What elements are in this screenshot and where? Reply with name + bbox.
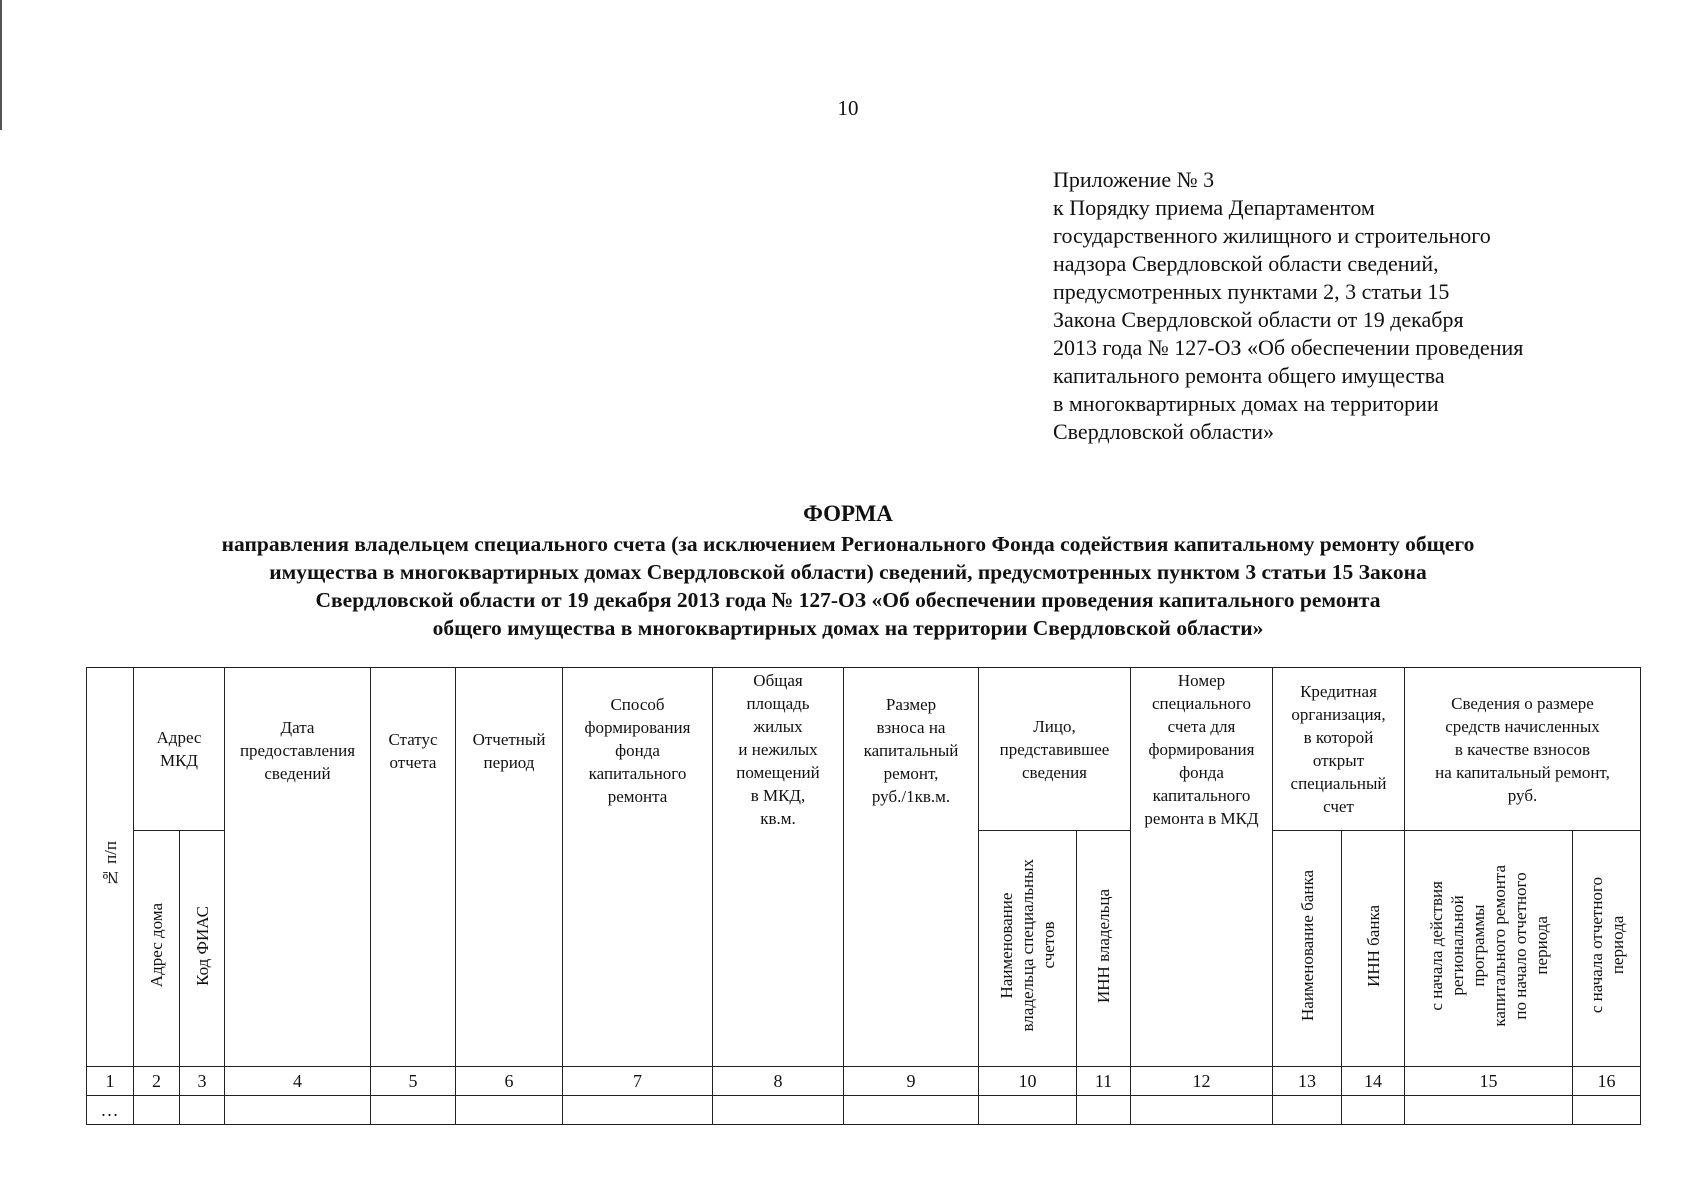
header-label: представившее	[999, 739, 1110, 759]
header-cell-period	[456, 668, 563, 1067]
header-label: средств начисленных	[1445, 716, 1600, 736]
subheader-cell-since-program-start	[1405, 831, 1573, 1067]
header-label: жилых	[753, 717, 803, 736]
table-cell	[979, 1096, 1077, 1125]
header-label: Общая	[753, 671, 803, 690]
appendix-line: предусмотренных пунктами 2, 3 статьи 15	[1053, 279, 1450, 304]
header-label: специальный	[1290, 774, 1387, 793]
appendix-block	[1053, 166, 1653, 446]
form-description	[0, 530, 1696, 642]
subheader-cell-bank-name	[1273, 831, 1342, 1067]
header-label: Отчетный	[472, 730, 546, 749]
header-cell-date	[225, 668, 371, 1067]
subheader-cell-owner-name	[979, 831, 1077, 1067]
appendix-line: Приложение № 3	[1053, 167, 1215, 192]
header-label: Сведения о размере	[1451, 693, 1594, 713]
header-label: организация,	[1291, 705, 1386, 724]
header-cell-status	[371, 668, 456, 1067]
column-number: 5	[371, 1067, 456, 1096]
header-label: Лицо,	[1033, 716, 1076, 736]
header-label: Размер	[885, 695, 937, 714]
form-description-line: общего имущества в многоквартирных домах на территории Свердловской области»	[432, 616, 1264, 640]
form-description-line: Свердловской области от 19 декабря 2013 года № 127-ОЗ «Об обеспечении проведения капитального ремонта	[315, 588, 1381, 612]
header-label: счет	[1323, 797, 1354, 816]
table-cell	[1342, 1096, 1405, 1125]
column-number: 14	[1342, 1067, 1405, 1096]
header-label: руб./1кв.м.	[871, 787, 951, 806]
header-label: сведений	[264, 764, 331, 783]
subheader-label: с начала отчетного периода	[1586, 877, 1627, 1014]
page-number: 10	[837, 96, 859, 120]
column-number: 12	[1131, 1067, 1273, 1096]
column-number: 7	[563, 1067, 713, 1096]
header-label: площадь	[746, 694, 810, 713]
column-number: 2	[134, 1067, 180, 1096]
header-label: фонда	[615, 741, 660, 760]
form-title: ФОРМА	[803, 501, 893, 526]
header-label: на капитальный ремонт,	[1435, 762, 1610, 782]
table-row	[87, 1096, 1641, 1125]
header-label: Адрес	[156, 728, 202, 747]
subheader-label: Адрес дома	[147, 903, 166, 988]
header-label: Номер	[1177, 671, 1226, 690]
appendix-line: 2013 года № 127-ОЗ «Об обеспечении проведения	[1053, 335, 1524, 360]
subheader-cell-bank-inn	[1342, 831, 1405, 1067]
header-label: открыт	[1312, 751, 1365, 770]
table-cell	[1405, 1096, 1573, 1125]
header-cell-person	[979, 668, 1131, 831]
table-cell	[180, 1096, 225, 1125]
appendix-line: в многоквартирных домах на территории	[1053, 391, 1439, 416]
column-number: 13	[1273, 1067, 1342, 1096]
header-label: и нежилых	[738, 740, 818, 759]
header-cell-account	[1131, 668, 1273, 1067]
table-cell	[1131, 1096, 1273, 1125]
header-row	[87, 668, 1641, 831]
header-cell-area	[713, 668, 844, 1067]
header-label: предоставления	[239, 741, 356, 760]
appendix-line: государственного жилищного и строительного	[1053, 223, 1491, 248]
form-description-line: имущества в многоквартирных домах Свердловской области) сведений, предусмотренных пунктом 3 статьи 15 Закона	[269, 560, 1427, 584]
header-cell-bank	[1273, 668, 1405, 831]
column-number: 8	[713, 1067, 844, 1096]
header-label: № п/п	[100, 840, 120, 888]
header-label: МКД	[159, 751, 199, 770]
header-label: в МКД,	[750, 786, 806, 805]
column-number: 15	[1405, 1067, 1573, 1096]
header-label: капитального	[588, 764, 687, 783]
header-label: отчета	[389, 753, 437, 772]
column-number: 9	[844, 1067, 979, 1096]
table-cell	[134, 1096, 180, 1125]
table-cell	[225, 1096, 371, 1125]
table-cell	[1273, 1096, 1342, 1125]
header-cell-sums	[1405, 668, 1641, 831]
subheader-label: Наименование банка	[1297, 870, 1317, 1021]
header-cell-fee	[844, 668, 979, 1067]
table-cell	[1077, 1096, 1131, 1125]
appendix-line: капитального ремонта общего имущества	[1053, 363, 1445, 388]
header-label: Способ	[610, 695, 665, 714]
form-table	[86, 667, 1641, 1125]
continuation-marker: …	[87, 1096, 134, 1125]
column-number: 11	[1077, 1067, 1131, 1096]
header-label: помещений	[736, 763, 820, 782]
header-label: счета для	[1167, 717, 1236, 736]
header-label: Кредитная	[1300, 682, 1377, 701]
column-number: 1	[87, 1067, 134, 1096]
header-label: Статус	[388, 730, 438, 749]
header-label: ремонта	[607, 787, 668, 806]
header-label: Дата	[280, 718, 315, 737]
header-label: капитального	[1152, 786, 1251, 805]
subheader-label: ИНН банка	[1363, 904, 1383, 987]
subheader-label: ИНН владельца	[1094, 888, 1113, 1003]
appendix-line: Свердловской области»	[1053, 419, 1274, 444]
subheader-cell-owner-inn	[1077, 831, 1131, 1067]
subheader-label: Наименование владельца специальных счетов	[997, 859, 1058, 1032]
table-cell	[713, 1096, 844, 1125]
subheader-label: Код ФИАС	[192, 905, 212, 986]
header-label: формирования	[1148, 740, 1255, 759]
column-number: 16	[1573, 1067, 1641, 1096]
appendix-line: Закона Свердловской области от 19 декабря	[1053, 307, 1464, 332]
header-label: фонда	[1179, 763, 1224, 782]
header-cell-method	[563, 668, 713, 1067]
header-label: период	[483, 753, 535, 772]
header-label: в качестве взносов	[1454, 739, 1591, 759]
form-description-line: направления владельцем специального счета (за исключением Регионального Фонда содействия капитальному ремонту общего	[221, 532, 1475, 556]
appendix-line: к Порядку приема Департаментом	[1053, 195, 1375, 220]
header-cell-num	[87, 668, 134, 1067]
table-cell	[844, 1096, 979, 1125]
header-label: сведения	[1021, 762, 1087, 782]
header-label: ремонт,	[883, 764, 939, 783]
column-number: 10	[979, 1067, 1077, 1096]
header-cell-address	[134, 668, 225, 831]
header-label: капитальный	[863, 741, 959, 760]
header-label: взноса на	[876, 718, 946, 737]
header-label: руб.	[1507, 785, 1538, 805]
header-label: ремонта в МКД	[1144, 809, 1259, 828]
table-cell	[371, 1096, 456, 1125]
table-cell	[563, 1096, 713, 1125]
column-number: 6	[456, 1067, 563, 1096]
header-label: в которой	[1303, 728, 1374, 747]
appendix-line: надзора Свердловской области сведений,	[1053, 251, 1439, 276]
header-label: специального	[1152, 694, 1251, 713]
subheader-cell-fias	[180, 831, 225, 1067]
table-cell	[456, 1096, 563, 1125]
column-number: 4	[225, 1067, 371, 1096]
header-label: кв.м.	[760, 809, 796, 828]
column-number: 3	[180, 1067, 225, 1096]
subheader-cell-house-address	[134, 831, 180, 1067]
column-number-row	[87, 1067, 1641, 1096]
table-cell	[1573, 1096, 1641, 1125]
header-label: формирования	[584, 718, 691, 737]
subheader-label: с начала действия региональной программы капитального ремонта по начало отчетного периода	[1426, 864, 1551, 1027]
subheader-cell-since-period-start	[1573, 831, 1641, 1067]
